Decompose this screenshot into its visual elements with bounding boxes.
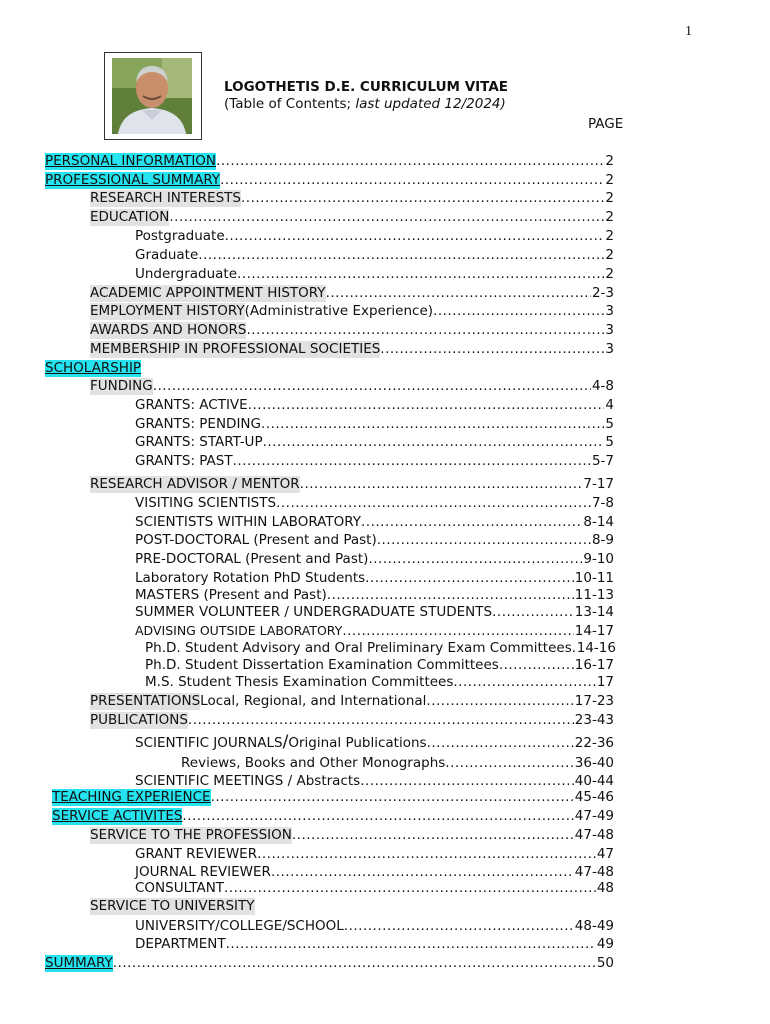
toc-entry-page: 8-14 — [583, 514, 614, 530]
dot-leader — [248, 397, 605, 414]
toc-entry-label[interactable]: Postgraduate — [135, 228, 225, 244]
toc-entry-label[interactable]: ACADEMIC APPOINTMENT HISTORY — [90, 285, 326, 301]
dot-leader — [361, 514, 582, 531]
dot-leader — [344, 918, 574, 935]
toc-entry-page: 2 — [605, 266, 614, 282]
toc-entry[interactable] — [135, 551, 614, 568]
toc-entry-page: 48 — [596, 880, 614, 896]
toc-entry-page: 36-40 — [574, 755, 614, 771]
toc-entry-page: 2-3 — [591, 285, 614, 301]
toc-entry-label[interactable]: PERSONAL INFORMATION — [45, 153, 217, 169]
dot-leader — [380, 341, 604, 358]
toc-entry-label[interactable]: M.S. Student Thesis Examination Committees — [145, 674, 454, 690]
toc-entry-page: 48-49 — [574, 918, 614, 934]
toc-entry-label[interactable]: RESEARCH INTERESTS — [90, 190, 241, 206]
toc-entry[interactable] — [90, 341, 614, 358]
toc-entry[interactable] — [90, 898, 255, 915]
toc-entry-page: 50 — [596, 955, 614, 971]
toc-entry-page: 3 — [605, 303, 614, 319]
toc-entry-label[interactable]: SCIENTIFIC JOURNALS — [135, 735, 283, 751]
toc-entry-label[interactable]: SERVICE ACTIVITES — [52, 808, 183, 824]
toc-entry-label[interactable]: SERVICE TO UNIVERSITY — [90, 898, 255, 914]
slash-separator: / — [282, 732, 289, 752]
toc-entry[interactable] — [90, 303, 614, 320]
toc-entry[interactable] — [135, 773, 614, 790]
subtitle-prefix: (Table of Contents; — [224, 96, 356, 112]
toc-entry-label[interactable]: SUMMARY — [45, 955, 113, 971]
dot-leader — [169, 209, 604, 226]
toc-entry[interactable] — [135, 247, 614, 264]
toc-entry[interactable] — [135, 434, 614, 451]
toc-entry-label[interactable]: SCHOLARSHIP — [45, 360, 142, 376]
toc-entry[interactable] — [45, 153, 614, 170]
toc-entry-page: 23-43 — [574, 712, 614, 728]
dot-leader — [453, 674, 595, 691]
toc-entry-page: 47-49 — [574, 808, 614, 824]
toc-entry-label[interactable]: DEPARTMENT — [135, 936, 226, 952]
toc-entry-page: 47 — [596, 846, 614, 862]
toc-entry-page: 4 — [605, 397, 614, 413]
toc-entry[interactable] — [45, 955, 614, 972]
toc-entry-page: 2 — [605, 190, 614, 206]
toc-entry-page: 14-16 — [576, 640, 616, 656]
toc-entry-label[interactable]: EDUCATION — [90, 209, 170, 225]
dot-leader — [188, 712, 574, 729]
toc-entry-label[interactable]: TEACHING EXPERIENCE — [52, 789, 211, 805]
toc-entry[interactable] — [135, 266, 614, 283]
toc-entry-label[interactable]: GRANTS: START-UP — [135, 434, 263, 450]
toc-entry[interactable] — [135, 532, 614, 549]
toc-entry-label[interactable]: SERVICE TO THE PROFESSION — [90, 827, 292, 843]
toc-entry-page: 2 — [605, 153, 614, 169]
toc-entry[interactable] — [52, 789, 614, 806]
dot-leader — [292, 827, 574, 844]
toc-entry-page: 10-11 — [574, 570, 614, 586]
dot-leader — [263, 434, 605, 451]
dot-leader — [224, 880, 596, 897]
toc-entry[interactable] — [135, 587, 614, 604]
dot-leader — [237, 266, 604, 283]
dot-leader — [365, 570, 574, 587]
toc-entry[interactable] — [90, 827, 614, 844]
toc-entry-label[interactable]: Ph.D. Student Dissertation Examination Committees — [145, 657, 499, 673]
toc-entry-label[interactable]: GRANTS: ACTIVE — [135, 397, 248, 413]
toc-entry-label[interactable]: SCIENTIFIC MEETINGS / Abstracts — [135, 773, 361, 789]
toc-entry[interactable] — [135, 918, 614, 935]
toc-entry-label[interactable]: Undergraduate — [135, 266, 238, 282]
dot-leader — [433, 303, 604, 320]
toc-entry[interactable] — [135, 936, 614, 953]
toc-entry-page: 47-48 — [574, 864, 614, 880]
toc-entry[interactable] — [90, 190, 614, 207]
dot-leader — [113, 955, 596, 972]
toc-entry[interactable] — [181, 755, 614, 772]
toc-entry[interactable] — [135, 514, 614, 531]
toc-entry-label[interactable]: PRESENTATIONS — [90, 693, 201, 709]
toc-entry-page: 13-14 — [574, 604, 614, 620]
toc-entry[interactable] — [135, 846, 614, 863]
toc-entry-page: 14-17 — [574, 623, 614, 639]
toc-entry-page: 7-17 — [583, 476, 614, 492]
dot-leader — [368, 551, 582, 568]
toc-entry-page: 11-13 — [574, 587, 614, 603]
toc-entry-label[interactable]: PUBLICATIONS — [90, 712, 188, 728]
toc-entry-label[interactable]: PROFESSIONAL SUMMARY — [45, 172, 221, 188]
last-updated: last updated 12/2024) — [355, 96, 506, 112]
toc-entry-label[interactable]: Graduate — [135, 247, 199, 263]
toc-entry[interactable] — [90, 322, 614, 339]
dot-leader — [246, 322, 604, 339]
toc-entry-label[interactable]: GRANTS: PENDING — [135, 416, 261, 432]
toc-entry-label[interactable]: GRANT REVIEWER — [135, 846, 258, 862]
toc-entry[interactable] — [135, 864, 614, 881]
toc-entry[interactable] — [145, 674, 614, 691]
dot-leader — [226, 936, 596, 953]
dot-leader — [492, 604, 574, 621]
toc-entry-label[interactable]: CONSULTANT — [135, 880, 225, 896]
toc-entry[interactable] — [135, 604, 614, 621]
toc-entry[interactable] — [90, 476, 614, 493]
toc-entry-label[interactable]: SUMMER VOLUNTEER / UNDERGRADUATE STUDENTS — [135, 604, 493, 620]
toc-entry-label[interactable]: Reviews, Books and Other Monographs — [181, 755, 446, 771]
dot-leader — [261, 416, 604, 433]
dot-leader — [233, 453, 591, 470]
dot-leader — [216, 153, 604, 170]
dot-leader — [241, 190, 604, 207]
page-column-heading: PAGE — [588, 116, 624, 132]
toc-entry-label-suffix: Local, Regional, and International — [200, 693, 427, 709]
toc-entry-page: 3 — [605, 322, 614, 338]
toc-entry[interactable] — [145, 640, 614, 657]
toc-entry[interactable] — [135, 416, 614, 433]
dot-leader — [327, 587, 574, 604]
toc-entry-page: 22-36 — [574, 735, 614, 751]
toc-entry[interactable] — [45, 172, 614, 189]
toc-entry-page: 5-7 — [591, 453, 614, 469]
toc-entry-page: 7-8 — [591, 495, 614, 511]
dot-leader — [220, 172, 604, 189]
toc-entry-label[interactable]: AWARDS AND HONORS — [90, 322, 247, 338]
toc-entry-label[interactable]: Ph.D. Student Advisory and Oral Preliminary Exam Committees — [145, 640, 572, 656]
toc-entry[interactable] — [90, 378, 614, 395]
toc-entry[interactable] — [135, 453, 614, 470]
toc-entry-label[interactable]: UNIVERSITY/COLLEGE/SCHOOL — [135, 918, 344, 934]
toc-entry-page: 8-9 — [591, 532, 614, 548]
dot-leader — [225, 228, 605, 245]
dot-leader — [271, 864, 574, 881]
toc-entry[interactable] — [90, 285, 614, 302]
toc-entry[interactable] — [135, 397, 614, 414]
toc-entry[interactable] — [135, 622, 614, 640]
dot-leader — [300, 476, 583, 493]
toc-entry-label[interactable]: Laboratory Rotation PhD Students — [135, 570, 366, 586]
toc-entry[interactable] — [145, 657, 614, 674]
toc-entry-label[interactable]: GRANTS: PAST — [135, 453, 233, 469]
dot-leader — [257, 846, 596, 863]
toc-entry-page: 3 — [605, 341, 614, 357]
toc-entry-page: 2 — [605, 228, 614, 244]
toc-entry-page: 17 — [596, 674, 614, 690]
toc-entry-label[interactable]: MEMBERSHIP IN PROFESSIONAL SOCIETIES — [90, 341, 381, 357]
toc-entry-label[interactable]: PRE-DOCTORAL (Present and Past) — [135, 551, 369, 567]
toc-entry-label[interactable]: EMPLOYMENT HISTORY — [90, 303, 245, 319]
toc-entry[interactable] — [135, 228, 614, 245]
toc-entry-page: 2 — [605, 247, 614, 263]
toc-entry-page: 49 — [596, 936, 614, 952]
toc-entry-label[interactable]: RESEARCH ADVISOR / MENTOR — [90, 476, 300, 492]
toc-entry-page: 47-48 — [574, 827, 614, 843]
toc-entry-label[interactable]: MASTERS (Present and Past) — [135, 587, 327, 603]
dot-leader — [211, 789, 574, 806]
toc-entry-label[interactable]: FUNDING — [90, 378, 153, 394]
toc-entry-page: 2 — [605, 209, 614, 225]
toc-entry-label-suffix: Original Publications — [288, 735, 427, 751]
document-title: LOGOTHETIS D.E. CURRICULUM VITAE — [224, 79, 508, 95]
dot-leader — [445, 755, 573, 772]
toc-entry-page: 4-8 — [591, 378, 614, 394]
toc-entry[interactable] — [135, 495, 614, 512]
dot-leader — [426, 693, 573, 710]
toc-entry-page: 16-17 — [574, 657, 614, 673]
toc-entry-page: 2 — [605, 172, 614, 188]
toc-entry-label[interactable]: POST-DOCTORAL (Present and Past) — [135, 532, 377, 548]
dot-leader — [153, 378, 591, 395]
dot-leader — [377, 532, 591, 549]
toc-entry[interactable] — [52, 808, 614, 825]
toc-entry-label[interactable]: VISITING SCIENTISTS — [135, 495, 277, 511]
toc-entry[interactable] — [90, 693, 614, 710]
toc-entry-page: 5 — [605, 416, 614, 432]
toc-entry-page: 9-10 — [583, 551, 614, 567]
toc-entry-label-suffix: (Administrative Experience) — [244, 303, 434, 319]
toc-entry[interactable] — [135, 570, 614, 587]
toc-entry[interactable] — [135, 880, 614, 897]
toc-entry[interactable] — [45, 360, 141, 377]
toc-entry-page: 17-23 — [574, 693, 614, 709]
dot-leader — [326, 285, 591, 302]
dot-leader — [499, 657, 574, 674]
toc-entry-label[interactable]: ADVISING OUTSIDE LABORATORY — [135, 623, 343, 638]
toc-entry[interactable] — [90, 209, 614, 226]
dot-leader — [276, 495, 591, 512]
toc-entry-page: 40-44 — [574, 773, 614, 789]
dot-leader — [360, 773, 574, 790]
toc-entry[interactable] — [135, 734, 614, 752]
toc-entry-label[interactable]: JOURNAL REVIEWER — [135, 864, 271, 880]
toc-entry-page: 5 — [605, 434, 614, 450]
page-number: 1 — [685, 24, 692, 39]
toc-entry-page: 45-46 — [574, 789, 614, 805]
dot-leader — [182, 808, 573, 825]
toc-entry[interactable] — [90, 712, 614, 729]
dot-leader — [198, 247, 604, 264]
toc-entry-label[interactable]: SCIENTISTS WITHIN LABORATORY — [135, 514, 361, 530]
dot-leader — [342, 623, 573, 640]
dot-leader — [427, 735, 574, 752]
